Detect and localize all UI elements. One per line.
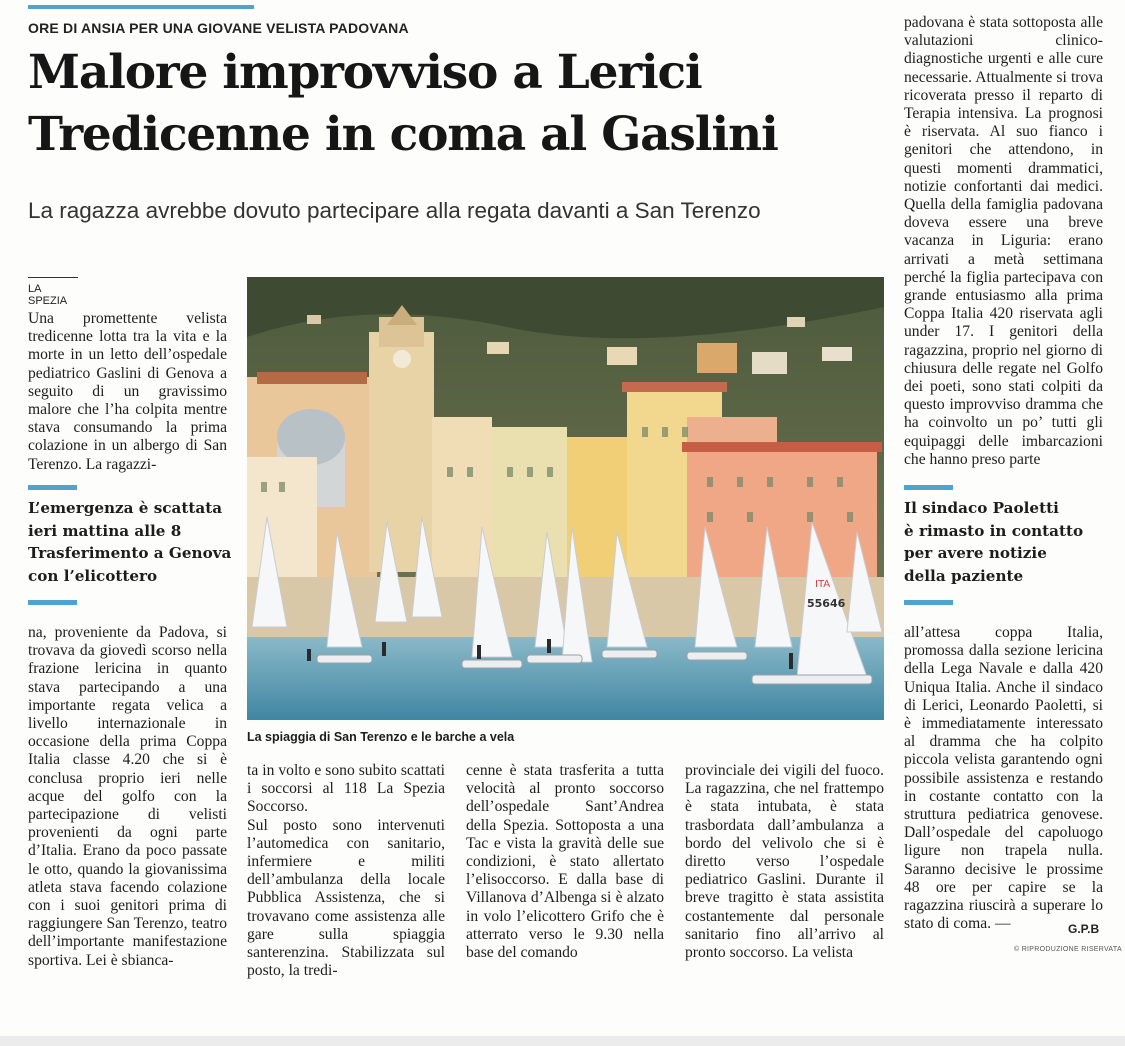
pull-quote-right-rule-bottom [904,600,953,605]
pull-quote-left-rule-bottom [28,600,77,605]
pull-quote-right-line: è rimasto in contatto [904,521,1084,540]
pull-quote-right-line: per avere notizie [904,544,1047,562]
pull-quote-right-line: Il sindaco Paoletti [904,499,1059,517]
photo-caption: La spiaggia di San Terenzo e le barche a vela [247,730,515,744]
column-1-top-text: Una promettente velista tredicenne lotta tra la vita e la morte in un letto dell’ospedale pediatrico Gaslini di Genova a seguito di un gravissimo malore che l’ha colpita mentre stava consumando la prima colazione in un albergo di San Terenzo. La ragazzi- [28,310,227,473]
author-signature: G.P.B [1068,922,1100,936]
subheadline: La ragazza avrebbe dovuto partecipare alla regata davanti a San Terenzo [28,198,761,223]
column-5-bottom-text: all’attesa coppa Italia, promossa dalla sezione lericina della Lega Navale e dalla 420 Uniqua Italia. Anche il sindaco di Lerici, Leonardo Paoletti, si è immediatamente interessato al dramma che ha colpito piccola velista garantendo ogni possibile assistenza e restando in costante contatto con la struttura pediatrica genovese. Dall’ospedale del capoluogo ligure non trapela nulla. Saranno decisive le prossime 48 ore per capire se la ragazzina riuscirà a superare lo stato di coma. — [904,624,1103,933]
pull-quote-left-line: con l’elicottero [28,566,158,585]
pull-quote-right-line: della paziente [904,566,1024,585]
header-accent-rule [28,5,254,9]
pull-quote-left-line: L’emergenza è scattata [28,499,223,517]
page-bottom-bar [0,1036,1125,1046]
svg-text:55646: 55646 [807,597,846,610]
column-5-top-text: padovana è stata sottoposta alle valutazioni clinico-diagnostiche urgenti e alle cure necessarie. Attualmente si trova ricoverata presso il reparto di Terapia intensiva. La prognosi è riservata. Al suo fianco i genitori che attendono, in questi momenti drammatici, notizie confortanti dai medici. Quella della famiglia padovana doveva essere una breve vacanza in Liguria: erano arrivati a metà settimana perché la figlia partecipava con grande entusiasmo alla prima Coppa Italia 420 riservata agli under 17. I genitori della ragazzina, proprio nel giorno di chiusura delle regate nel Golfo dei poeti, sono stati colpiti da questo improvviso dramma che ha coinvolto un po’ tutti gli equipaggi delle imbarcazioni che hanno preso parte [904,14,1103,468]
section-label: LA SPEZIA [28,277,78,307]
column-2-text: ta in volto e sono subito scattati i soccorsi al 118 La Spezia Soccorso. Sul posto sono intervenuti l’automedica con sanitario, infermiere e militi dell’ambulanza della locale Pubblica Assistenza, che si trovavano come assistenza alle gare sulla spiaggia santerenzina. Stabilizzata sul posto, la tredi- [247,762,445,980]
pull-quote-left-rule-top [28,485,77,490]
pull-quote-right-rule-top [904,485,953,490]
svg-text:ITA: ITA [815,579,831,590]
kicker: ORE DI ANSIA PER UNA GIOVANE VELISTA PADOVANA [28,20,409,36]
photo-san-terenzo-beach [247,277,884,720]
column-4-text: provinciale dei vigili del fuoco. La ragazzina, che nel frattempo è stata intubata, è stata trasbordata dall’ambulanza a bordo del velivolo che si è diretto verso l’ospedale pediatrico Gaslini. Durante il breve tragitto è stata assistita costantemente dal personale sanitario fino all’arrivo al pronto soccorso. La velista [685,762,884,962]
headline-line-2: Tredicenne in coma al Gaslini [28,107,778,162]
pull-quote-left [28,497,238,587]
pull-quote-right [904,497,1114,587]
column-1-bottom-text: na, proveniente da Padova, si trovava da giovedì scorso nella frazione lericina in quanto stava partecipando a una importante regata velica a livello internazionale in occasione della prima Coppa Italia classe 4.20 che si è conclusa proprio ieri nelle acque del golfo con la partecipazione di velisti provenienti da ogni parte d’Italia. Erano da poco passate le otto, quando la giovanissima atleta stava facendo colazione con i suoi genitori prima di raggiungere San Terenzo, teatro dell’importante manifestazione sportiva. Lei è sbianca- [28,624,227,969]
headline-line-1: Malore improvviso a Lerici [28,45,702,100]
pull-quote-left-line: ieri mattina alle 8 [28,521,182,540]
pull-quote-left-line: Trasferimento a Genova [28,544,232,562]
copyright-notice: © RIPRODUZIONE RISERVATA [1014,946,1122,953]
column-3-text: cenne è stata trasferita a tutta velocità al pronto soccorso dell’ospedale Sant’Andrea della Spezia. Sottoposta a una Tac e vista la gravità delle sue condizioni, è stato allertato l’elisoccorso. E dalla base di Villanova d’Albenga si è alzato in volo l’elicottero Grifo che è atterrato verso le 9.30 nella base del comando [466,762,664,962]
headline [28,42,888,166]
